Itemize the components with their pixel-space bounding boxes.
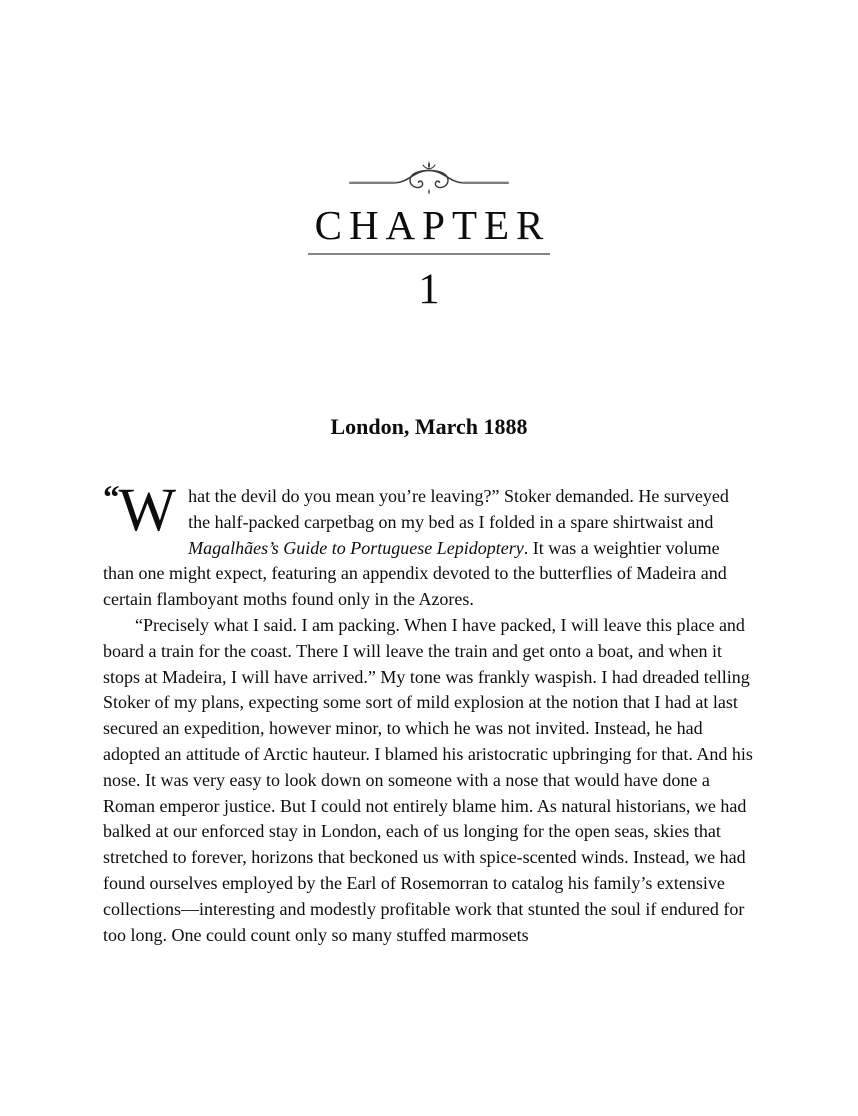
paragraph-opening xyxy=(103,477,755,613)
paragraph-text: hat the devil do you mean you’re leaving?” Stoker demanded. He surveyed the half-packed carpetbag on my bed as I folded in a spare shirtwaist and xyxy=(188,486,729,532)
dateline-heading: London, March 1888 xyxy=(330,414,528,439)
chapter-heading: CHAPTER xyxy=(308,203,551,255)
paragraph-second: “Precisely what I said. I am packing. When I have packed, I will leave this place and board a train for the coast. There I will leave the train and get onto a boat, and when it stops at Madeira, I will have arrived.” My tone was frankly waspish. I had dreaded telling Stoker of my plans, expecting some sort of mild explosion at the notion that I had at last secured an expedition, however minor, to which he was not invited. Instead, he had adopted an attitude of Arctic hauteur. I blamed his aristocratic upbringing for that. And his nose. It was very easy to look down on someone with a nose that would have done a Roman emperor justice. But I could not entirely blame him. As natural historians, we had balked at our enforced stay in London, each of us longing for the open seas, skies that stretched to forever, horizons that beckoned us with spice-scented winds. Instead, we had found ourselves employed by the Earl of Rosemorran to catalog his family’s extensive collections—interesting and modestly profitable work that stunted the soul if endured for too long. One could count only so many stuffed marmosets xyxy=(103,614,753,945)
paragraph-text: . It was a weightier volume than one might expect, featuring an appendix devoted to the butterflies of Madeira and certain flamboyant moths found only in the Azores. xyxy=(103,537,727,610)
chapter-number: 1 xyxy=(418,266,440,313)
book-title-italic: Magalhães’s Guide to Portuguese Lepidoptery xyxy=(188,537,524,558)
chapter-header xyxy=(0,0,858,313)
dropcap xyxy=(103,477,177,544)
dropcap-letter: W xyxy=(118,477,177,544)
dropcap-open-quote: “ xyxy=(103,480,120,516)
chapter-body xyxy=(103,477,755,948)
flourish-divider-icon xyxy=(348,160,510,198)
